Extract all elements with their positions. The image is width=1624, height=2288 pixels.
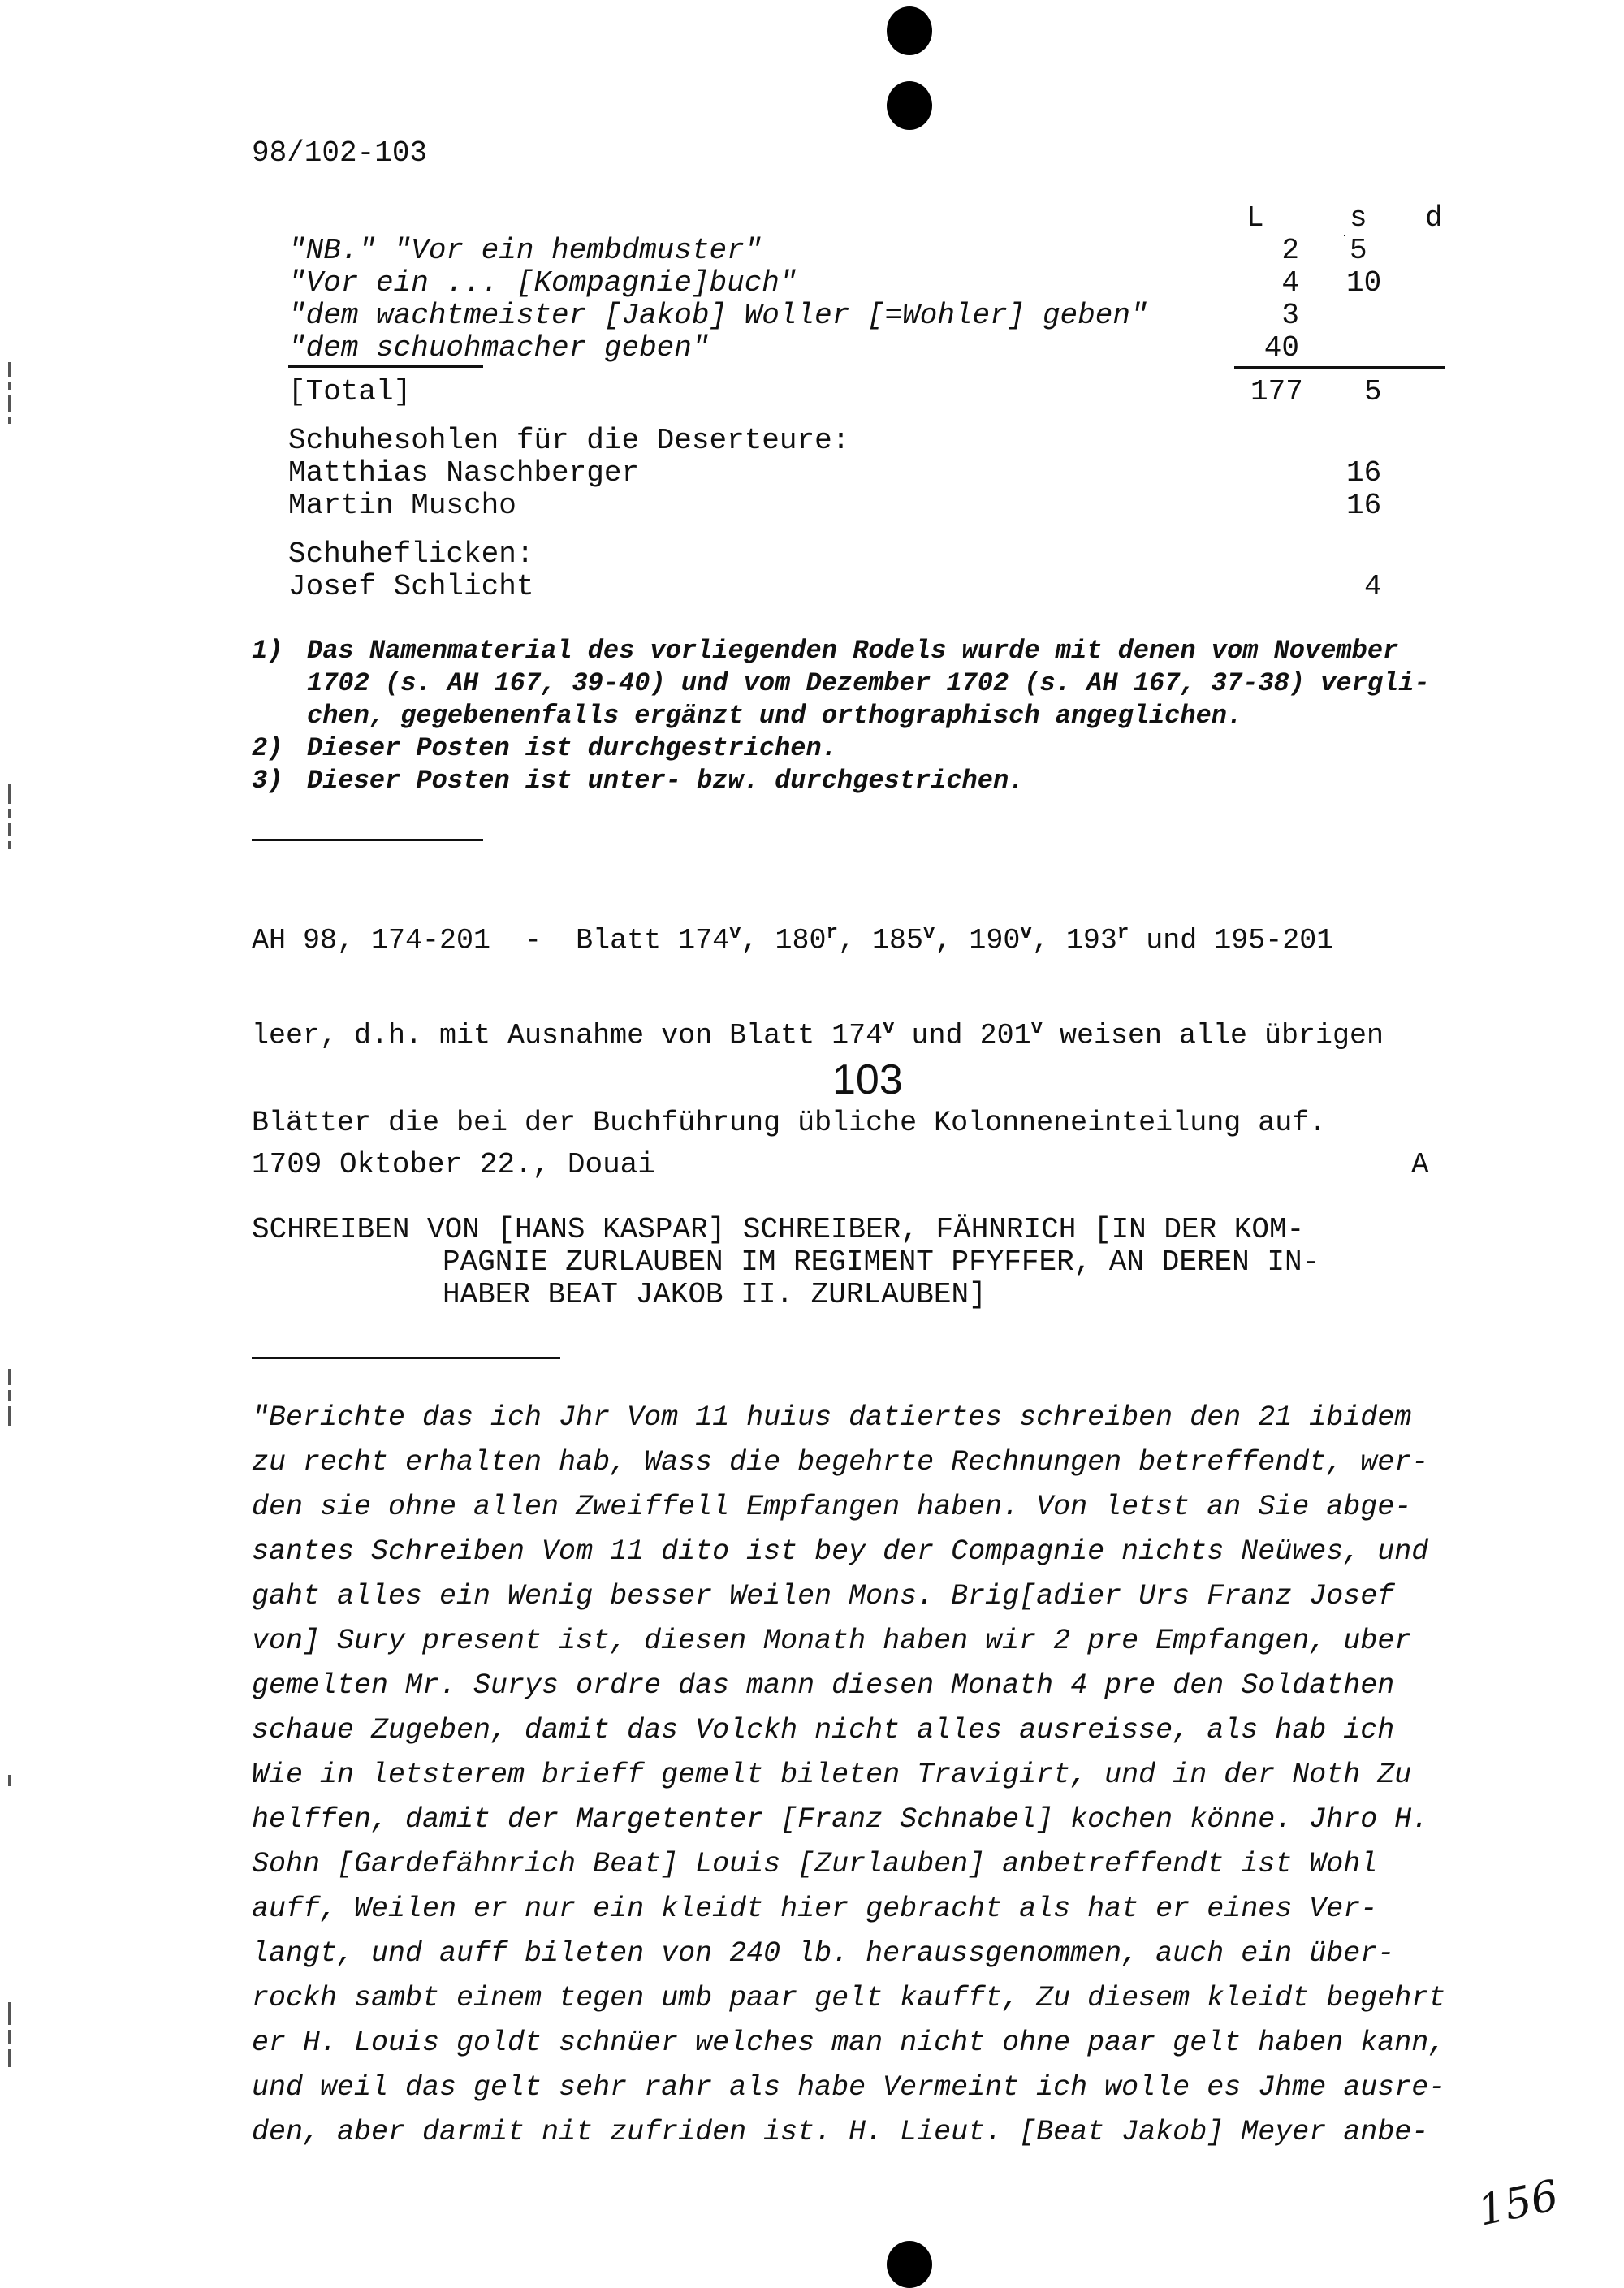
soles-name: Matthias Naschberger <box>288 456 640 490</box>
ledger-total-L: 177 <box>1250 375 1303 408</box>
ledger-total-s: 5 <box>1364 375 1382 408</box>
ledger-row-label: "dem wachtmeister [Jakob] Woller [=Wohler] geben" <box>288 299 1148 332</box>
document-title-line: SCHREIBEN VON [HANS KASPAR] SCHREIBER, FÄHNRICH [IN DER KOM- <box>252 1213 1305 1246</box>
binding-hole-bottom <box>887 2241 932 2288</box>
footnote-mark: 3) <box>252 766 283 796</box>
ledger-row-label: "NB." "Vor ein hembdmuster" <box>288 234 762 267</box>
patch-heading: Schuheflicken: <box>288 537 534 571</box>
document-title-line: HABER BEAT JAKOB II. ZURLAUBEN] <box>443 1278 987 1311</box>
letter-line: schaue Zugeben, damit das Volckh nicht alles ausreisse, als hab ich <box>252 1714 1395 1746</box>
footnote-line: Dieser Posten ist unter- bzw. durchgestrichen. <box>307 766 1025 796</box>
patch-amount: 4 <box>1364 570 1382 603</box>
letter-line: rockh sambt einem tegen umb paar gelt kaufft, Zu diesem kleidt begehrt <box>252 1982 1446 2014</box>
footnote-line: 1702 (s. AH 167, 39-40) und vom Dezember 1702 (s. AH 167, 37-38) vergli- <box>307 668 1430 698</box>
scan-edge-marks <box>5 1364 16 1431</box>
letter-line: gaht alles ein Wenig besser Weilen Mons. Brig[adier Urs Franz Josef <box>252 1580 1395 1612</box>
footnote <box>252 765 1430 797</box>
footnote-line: Dieser Posten ist durchgestrichen. <box>307 733 837 763</box>
letter-line: santes Schreiben Vom 11 dito ist bey der Compagnie nichts Neüwes, und <box>252 1535 1429 1568</box>
soles-amount: 16 <box>1346 456 1382 490</box>
letter-line: den sie ohne allen Zweiffell Empfangen haben. Von letst an Sie abge- <box>252 1491 1412 1523</box>
archival-note <box>252 861 1384 1167</box>
column-header-d: d <box>1425 201 1443 235</box>
note-separator <box>252 839 483 841</box>
soles-heading: Schuhesohlen für die Deserteure: <box>288 424 850 457</box>
ledger-row-L: 40 <box>1263 331 1299 365</box>
ledger-row-s: 10 <box>1346 266 1382 300</box>
dateline-type: A <box>1411 1148 1429 1181</box>
footnotes <box>252 635 1430 797</box>
letter-line: langt, und auff bileten von 240 lb. heraussgenommen, auch ein über- <box>252 1937 1395 1970</box>
note-line: AH 98, 174-201 - Blatt 174$^v$, 180$^r$, 185$^v$, 190$^v$, 193$^r$ und 195-201 <box>252 922 1334 957</box>
letter-line: auff, Weilen er nur ein kleidt hier gebracht als hat er eines Ver- <box>252 1893 1378 1925</box>
column-header-L: L <box>1246 201 1264 235</box>
note-line: Blätter die bei der Buchführung übliche Kolonneneinteilung auf. <box>252 1107 1327 1140</box>
folio-number: 156 <box>1473 2171 1563 2236</box>
soles-amount: 16 <box>1346 489 1382 522</box>
letter-line: Sohn [Gardefähnrich Beat] Louis [Zurlauben] anbetreffendt ist Wohl <box>252 1848 1378 1880</box>
title-separator <box>252 1357 560 1359</box>
letter-line: den, aber darmit nit zufriden ist. H. Lieut. [Beat Jakob] Meyer anbe- <box>252 2116 1429 2148</box>
dateline-date: 1709 Oktober 22., Douai <box>252 1148 655 1181</box>
scan-edge-marks <box>5 1997 16 2072</box>
document-title-line: PAGNIE ZURLAUBEN IM REGIMENT PFYFFER, AN DEREN IN- <box>443 1245 1320 1279</box>
ledger-row-label: "dem schuohmacher geben" <box>288 331 710 365</box>
label-underline <box>288 365 483 368</box>
soles-name: Martin Muscho <box>288 489 516 522</box>
letter-line: gemelten Mr. Surys ordre das mann diesen Monath 4 pre den Soldathen <box>252 1669 1395 1702</box>
document-number: 103 <box>832 1056 903 1103</box>
ledger-row-L: 2 <box>1281 234 1299 267</box>
binding-hole-top-1 <box>887 6 932 55</box>
scan-edge-marks <box>5 357 16 429</box>
ledger-row-label: "Vor ein ... [Kompagnie]buch" <box>288 266 797 300</box>
footnote-mark: 2) <box>252 733 283 763</box>
ledger-total-label: [Total] <box>288 375 412 408</box>
scan-edge-marks <box>5 779 16 854</box>
patch-name: Josef Schlicht <box>288 570 534 603</box>
footnote <box>252 635 1430 732</box>
letter-line: zu recht erhalten hab, Wass die begehrte Rechnungen betreffendt, wer- <box>252 1446 1429 1479</box>
letter-line: helffen, damit der Margetenter [Franz Schnabel] kochen könne. Jhro H. <box>252 1803 1429 1836</box>
note-line: leer, d.h. mit Ausnahme von Blatt 174$^v$ und 201$^v$ weisen alle übrigen <box>252 1017 1384 1052</box>
letter-line: Wie in letsterem brieff gemelt bileten Travigirt, und in der Noth Zu <box>252 1759 1412 1791</box>
binding-hole-top-2 <box>887 81 932 130</box>
footnote-line: chen, gegebenenfalls ergänzt und orthographisch angeglichen. <box>307 701 1243 731</box>
ledger-row-L: 4 <box>1281 266 1299 300</box>
ledger-row-L: 3 <box>1281 299 1299 332</box>
column-header-s: s <box>1350 201 1367 235</box>
total-rule <box>1234 366 1445 369</box>
letter-line: er H. Louis goldt schnüer welches man nicht ohne paar gelt haben kann, <box>252 2027 1446 2059</box>
footnote <box>252 732 1430 765</box>
footnote-mark: 1) <box>252 636 283 666</box>
letter-line: von] Sury present ist, diesen Monath haben wir 2 pre Empfangen, uber <box>252 1625 1412 1657</box>
scan-edge-marks <box>5 1770 16 1791</box>
letter-line: "Berichte das ich Jhr Vom 11 huius datiertes schreiben den 21 ibidem <box>252 1401 1412 1434</box>
letter-line: und weil das gelt sehr rahr als habe Vermeint ich wolle es Jhme ausre- <box>252 2071 1446 2104</box>
page-reference: 98/102-103 <box>252 136 428 170</box>
ledger-row-s: ˙5 <box>1340 234 1367 267</box>
footnote-line: Das Namenmaterial des vorliegenden Rodels wurde mit denen vom November <box>307 636 1399 666</box>
